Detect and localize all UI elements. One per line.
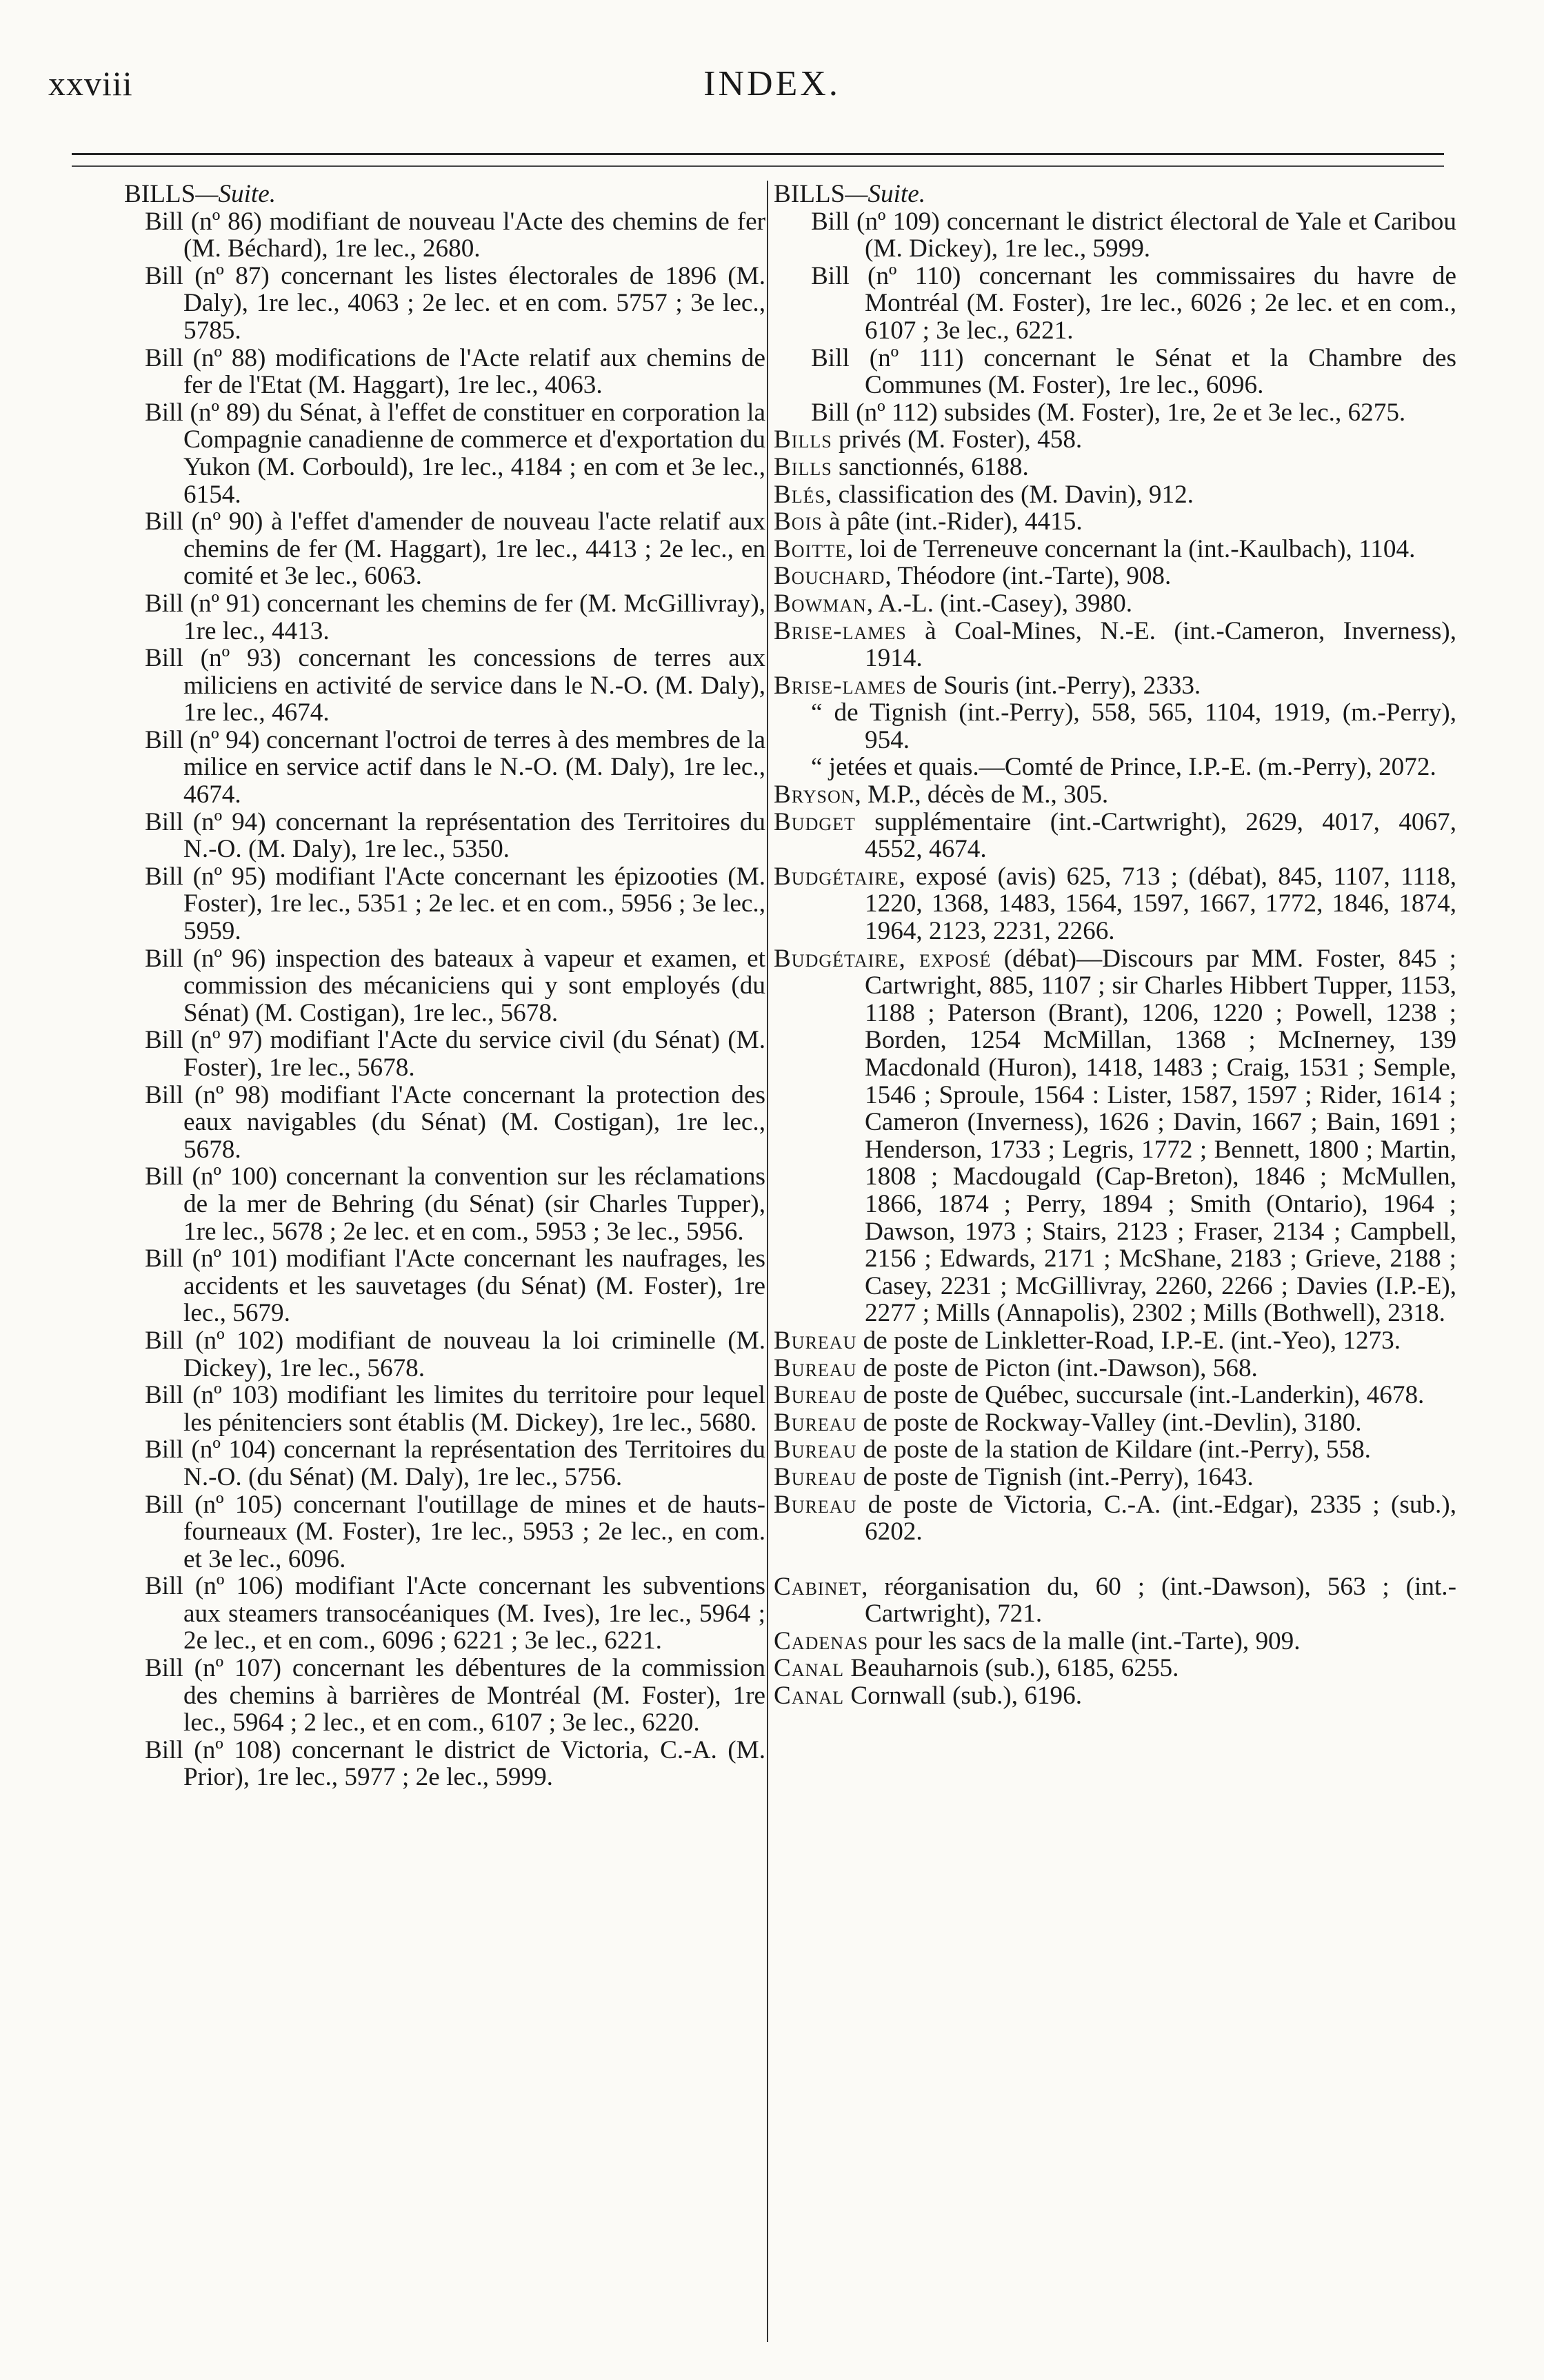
index-entry: Bill (nº 102) modifiant de nouveau la loi criminelle (M. Dickey), 1re lec., 5678.	[145, 1326, 765, 1382]
section-gap	[774, 1546, 1456, 1573]
entry-text: , Théodore (int.-Tarte), 908.	[885, 562, 1172, 591]
index-entry	[774, 1573, 1456, 1628]
index-entry: Bill (nº 94) concernant la représentation des Territoires du N.-O. (M. Daly), 1re lec., 5350.	[145, 807, 765, 864]
index-entry: Bill (nº 97) modifiant l'Acte du service civil (du Sénat) (M. Foster), 1re lec., 5678.	[145, 1026, 765, 1082]
entry-text: , loi de Terreneuve concernant la (int.-Kaulbach), 1104.	[846, 534, 1416, 563]
entry-keyword: Bureau	[774, 1353, 857, 1382]
entry-keyword: Blés	[774, 480, 826, 509]
entry-keyword: Bureau	[774, 1435, 857, 1464]
index-entry	[774, 1464, 1456, 1491]
entry-keyword: Bois	[774, 507, 823, 536]
entry-keyword: Brise-lames	[774, 616, 907, 645]
entry-keyword: Brise-lames	[774, 671, 907, 700]
index-entry	[774, 1409, 1456, 1437]
index-entry: Bill (nº 105) concernant l'outillage de mines et de hauts-fourneaux (M. Foster), 1re lec., 5953 ; 2e lec., en com. et 3e lec., 6096.	[145, 1490, 765, 1573]
entry-text: , classification des (M. Davin), 912.	[825, 480, 1194, 509]
entry-keyword: Bureau	[774, 1490, 857, 1519]
index-subentry: Bill (nº 112) subsides (M. Foster), 1re, 2e et 3e lec., 6275.	[811, 398, 1406, 427]
index-entry: Bill (nº 87) concernant les listes électorales de 1896 (M. Daly), 1re lec., 4063 ; 2e lec. et en com. 5757 ; 3e lec., 5785.	[145, 261, 765, 345]
entry-keyword: Bureau	[774, 1381, 857, 1410]
index-entry	[774, 426, 1456, 454]
index-entry: Bill (nº 100) concernant la convention sur les réclamations de la mer de Behring (du Sénat) (sir Charles Tupper), 1re lec., 5678 ; 2e lec. et en com., 5953 ; 3e lec., 5956.	[145, 1162, 765, 1246]
index-entry	[774, 536, 1456, 563]
entry-text: sanctionnés, 6188.	[832, 452, 1029, 481]
entry-text: de poste de la station de Kildare (int.-Perry), 558.	[856, 1435, 1371, 1464]
left-column-heading	[124, 181, 765, 208]
index-entry: Bill (nº 95) modifiant l'Acte concernant les épizooties (M. Foster), 1re lec., 5351 ; 2e lec. et en com., 5956 ; 3e lec., 5959.	[145, 862, 765, 946]
entry-keyword: Boitte	[774, 534, 847, 563]
index-ditto-entry: “ de Tignish (int.-Perry), 558, 565, 1104, 1919, (m.-Perry), 954.	[811, 698, 1456, 754]
index-entry: Bill (nº 90) à l'effet d'amender de nouveau l'acte relatif aux chemins de fer (M. Haggart), 1re lec., 4413 ; 2e lec., en comité et 3e lec., 6063.	[145, 507, 765, 591]
entry-text: , M.P., décès de M., 305.	[854, 780, 1109, 809]
entry-text: , réorganisation du, 60 ; (int.-Dawson), 563 ; (int.-Cartwright), 721.	[861, 1572, 1456, 1628]
index-entry: Bill (nº 86) modifiant de nouveau l'Acte des chemins de fer (M. Béchard), 1re lec., 2680.	[145, 207, 765, 263]
entry-keyword: Bouchard	[774, 562, 885, 591]
entry-keyword: Canal	[774, 1682, 845, 1711]
index-entry	[774, 1682, 1456, 1710]
entry-text: Cornwall (sub.), 6196.	[844, 1682, 1082, 1711]
entry-text: (débat)—Discours par MM. Foster, 845 ; Cartwright, 885, 1107 ; sir Charles Hibbert Tupper, 1153, 1188 ; Paterson (Brant), 1206, 1220 ; Powell, 1238 ; Borden, 1254 McMillan, 1368 ; McInerney, 139 Macdonald (Huron), 1418, 1483 ; Craig, 1531 ; Semple, 1546 ; Sproule, 1564 : Lister, 1587, 1597 ; Rider, 1614 ; Cameron (Inverness), 1626 ; Davin, 1667 ; Bain, 1691 ; Henderson, 1733 ; Legris, 1772 ; Bennett, 1800 ; Martin, 1808 ; Macdougald (Cap-Breton), 1846 ; McMullen, 1866, 1874 ; Perry, 1894 ; Smith (Ontario), 1964 ; Dawson, 1973 ; Stairs, 2123 ; Fraser, 2134 ; Campbell, 2156 ; Edwards, 2171 ; McShane, 2183 ; Grieve, 2188 ; Casey, 2231 ; McGillivray, 2260, 2266 ; Davies (I.P.-E), 2277 ; Mills (Annapolis), 2302 ; Mills (Bothwell), 2318.	[865, 944, 1456, 1328]
index-entry: Bill (nº 107) concernant les débentures de la commission des chemins à barrières de Montréal (M. Foster), 1re lec., 5964 ; 2 lec., et en com., 6107 ; 3e lec., 6220.	[145, 1654, 765, 1737]
entry-keyword: Cabinet	[774, 1572, 862, 1601]
entry-text: de poste de Rockway-Valley (int.-Devlin), 3180.	[856, 1408, 1362, 1437]
index-entry: Bill (nº 104) concernant la représentation des Territoires du N.-O. (du Sénat) (M. Daly), 1re lec., 5756.	[145, 1435, 765, 1491]
index-entry	[774, 1327, 1456, 1355]
entry-text: , A.-L. (int.-Casey), 3980.	[866, 589, 1133, 618]
index-entry	[774, 1628, 1456, 1655]
right-column-heading	[774, 181, 1456, 208]
index-entry: Bill (nº 103) modifiant les limites du territoire pour lequel les pénitenciers sont établis (M. Dickey), 1re lec., 5680.	[145, 1381, 765, 1437]
heading-keyword: BILLS	[124, 180, 196, 208]
entry-keyword: Bureau	[774, 1462, 857, 1491]
left-column	[124, 180, 765, 1792]
entry-text: privés (M. Foster), 458.	[832, 425, 1083, 454]
entry-keyword: Bryson	[774, 780, 855, 809]
index-entry: Bill (nº 106) modifiant l'Acte concernant les subventions aux steamers transocéaniques (M. Ives), 1re lec., 5964 ; 2e lec., et en com., 6096 ; 6221 ; 3e lec., 6221.	[145, 1572, 765, 1655]
index-entry	[774, 618, 1456, 672]
index-entry	[774, 1655, 1456, 1682]
entry-keyword: Bills	[774, 452, 832, 481]
heading-suffix: —Suite.	[845, 180, 926, 208]
index-entry: Bill (nº 93) concernant les concessions de terres aux miliciens en activité de service dans le N.-O. (M. Daly), 1re lec., 4674.	[145, 644, 765, 727]
index-entry	[774, 781, 1456, 809]
page-number: xxviii	[48, 64, 133, 103]
index-entry	[774, 809, 1456, 863]
entry-keyword: Cadenas	[774, 1626, 869, 1655]
header-rule-bottom	[72, 165, 1444, 167]
index-entry	[774, 1382, 1456, 1409]
entry-keyword: Bowman	[774, 589, 867, 618]
entry-keyword: Bills	[774, 425, 832, 454]
entry-text: de Souris (int.-Perry), 2333.	[906, 671, 1201, 700]
heading-keyword: BILLS	[774, 180, 845, 208]
header-rule-top	[72, 153, 1444, 155]
entry-text: supplémentaire (int.-Cartwright), 2629, 4017, 4067, 4552, 4674.	[855, 807, 1456, 864]
entry-text: de poste de Québec, succursale (int.-Landerkin), 4678.	[856, 1381, 1425, 1410]
index-entry: Bill (nº 98) modifiant l'Acte concernant la protection des eaux navigables (du Sénat) (M. Costigan), 1re lec., 5678.	[145, 1080, 765, 1164]
index-subentry: Bill (nº 109) concernant le district électoral de Yale et Caribou (M. Dickey), 1re lec., 5999.	[811, 207, 1456, 263]
entry-text: à Coal-Mines, N.-E. (int.-Cameron, Inverness), 1914.	[865, 616, 1456, 673]
index-subentry: Bill (nº 110) concernant les commissaires du havre de Montréal (M. Foster), 1re lec., 6026 ; 2e lec. et en com., 6107 ; 3e lec., 6221.	[811, 261, 1456, 345]
entry-keyword: Budgétaire, exposé	[774, 944, 992, 973]
entry-text: de poste de Picton (int.-Dawson), 568.	[856, 1353, 1258, 1382]
index-entry: Bill (nº 94) concernant l'octroi de terres à des membres de la milice en service actif dans le N.-O. (M. Daly), 1re lec., 4674.	[145, 725, 765, 809]
right-column	[774, 181, 1456, 1710]
index-entry	[774, 481, 1456, 509]
index-entry	[774, 945, 1456, 1327]
entry-keyword: Bureau	[774, 1408, 857, 1437]
entry-text: de poste de Tignish (int.-Perry), 1643.	[856, 1462, 1254, 1491]
index-entry	[774, 454, 1456, 481]
index-entry: Bill (nº 101) modifiant l'Acte concernant les naufrages, les accidents et les sauvetages (du Sénat) (M. Foster), 1re lec., 5679.	[145, 1244, 765, 1328]
index-entry: Bill (nº 108) concernant le district de Victoria, C.-A. (M. Prior), 1re lec., 5977 ; 2e lec., 5999.	[145, 1735, 765, 1792]
entry-text: de poste de Victoria, C.-A. (int.-Edgar), 2335 ; (sub.), 6202.	[856, 1490, 1456, 1546]
entry-text: , exposé (avis) 625, 713 ; (débat), 845, 1107, 1118, 1220, 1368, 1483, 1564, 1597, 1667, 1772, 1846, 1874, 1964, 2123, 2231, 2266.	[865, 862, 1456, 946]
index-entry: Bill (nº 89) du Sénat, à l'effet de constituer en corporation la Compagnie canadienne de commerce et d'exportation du Yukon (M. Corbould), 1re lec., 4184 ; en com et 3e lec., 6154.	[145, 398, 765, 509]
entry-text: Beauharnois (sub.), 6185, 6255.	[844, 1654, 1179, 1683]
index-entry	[774, 672, 1456, 700]
index-entry	[774, 563, 1456, 590]
index-entry	[774, 863, 1456, 945]
index-entry: Bill (nº 91) concernant les chemins de fer (M. McGillivray), 1re lec., 4413.	[145, 589, 765, 645]
index-entry	[774, 508, 1456, 536]
entry-keyword: Canal	[774, 1654, 845, 1683]
index-entry	[774, 590, 1456, 618]
column-divider	[767, 181, 768, 2342]
index-entry: Bill (nº 96) inspection des bateaux à vapeur et examen, et commission des mécaniciens qui y sont employés (du Sénat) (M. Costigan), 1re lec., 5678.	[145, 944, 765, 1027]
entry-keyword: Budget	[774, 807, 856, 836]
index-subentry: Bill (nº 111) concernant le Sénat et la Chambre des Communes (M. Foster), 1re lec., 6096.	[811, 343, 1456, 400]
page-title: INDEX.	[703, 64, 841, 103]
heading-suffix: —Suite.	[195, 180, 277, 208]
index-ditto-entry: “ jetées et quais.—Comté de Prince, I.P.-E. (m.-Perry), 2072.	[811, 753, 1436, 782]
index-entry	[774, 1491, 1456, 1546]
index-entry	[774, 1355, 1456, 1382]
index-entry	[774, 1436, 1456, 1464]
entry-text: de poste de Linkletter-Road, I.P.-E. (int.-Yeo), 1273.	[856, 1326, 1401, 1355]
entry-keyword: Budgétaire	[774, 862, 899, 891]
index-entry: Bill (nº 88) modifications de l'Acte relatif aux chemins de fer de l'Etat (M. Haggart), 1re lec., 4063.	[145, 343, 765, 400]
entry-text: à pâte (int.-Rider), 4415.	[822, 507, 1083, 536]
entry-text: pour les sacs de la malle (int.-Tarte), 909.	[868, 1626, 1301, 1655]
entry-keyword: Bureau	[774, 1326, 857, 1355]
